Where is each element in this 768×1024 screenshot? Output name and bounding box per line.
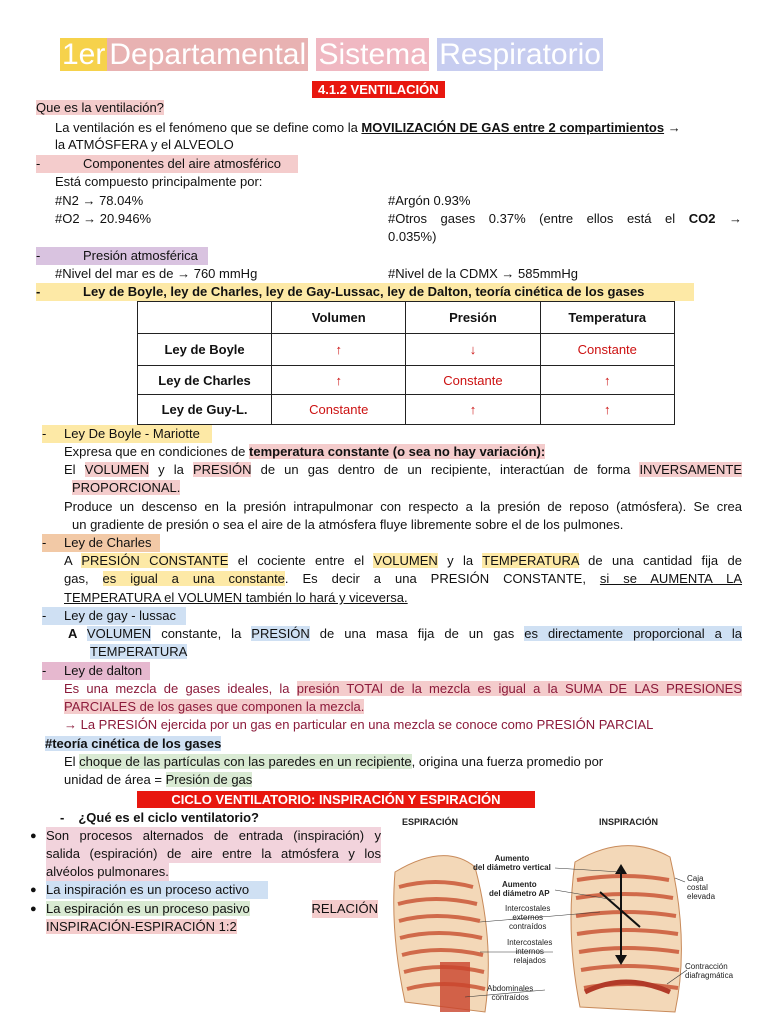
- gay-line-2: TEMPERATURA: [90, 644, 188, 659]
- table-row: Ley de Boyle ↑ ↓ Constante: [138, 334, 675, 366]
- boyle-line-4: Produce un descenso en la presión intrapulmonar con respecto a la presión de reposo (atmósfera). Se crea: [64, 499, 742, 514]
- componentes-otros-2: 0.035%): [388, 229, 437, 244]
- boyle-line-1: Expresa que en condiciones de temperatura constante (o sea no hay variación):: [64, 444, 546, 459]
- presion-mar: #Nivel del mar es de → 760 mmHg: [55, 266, 258, 281]
- figure-expiration-title: ESPIRACIÓN: [402, 817, 459, 827]
- table-header-presion: Presión: [406, 302, 540, 334]
- boyle-heading: - Ley De Boyle - Mariotte: [42, 425, 212, 443]
- ciclo-question: - ¿Qué es el ciclo ventilatorio?: [60, 810, 259, 825]
- respiration-diagram: [385, 812, 753, 1017]
- table-row: Ley de Charles ↑ Constante ↑: [138, 366, 675, 395]
- label-externos: Intercostales externos contraídos: [505, 904, 551, 931]
- cinetica-line-2: unidad de área = Presión de gas: [64, 772, 253, 787]
- charles-line-2: gas, es igual a una constante. Es decir a una PRESIÓN CONSTANTE, si se AUMENTA LA: [64, 571, 743, 586]
- dalton-line-3: → La PRESIÓN ejercida por un gas en particular en una mezcla se conoce como PRESIÓN PARCIAL: [64, 717, 654, 732]
- figure-inspiration-title: INSPIRACIÓN: [599, 817, 659, 827]
- definition-line-2: la ATMÓSFERA y el ALVEOLO: [55, 137, 234, 152]
- page-title: [60, 38, 603, 72]
- cinetica-line-1: El choque de las partículas con las paredes en un recipiente, origina una fuerza promedio por: [64, 754, 604, 769]
- section-heading-ventilacion: 4.1.2 VENTILACIÓN: [312, 81, 445, 98]
- cinetica-heading: #teoría cinética de los gases: [45, 736, 222, 751]
- label-vertical: Aumento del diámetro vertical: [473, 854, 551, 872]
- componentes-heading: - Componentes del aire atmosférico: [36, 155, 298, 173]
- thorax-illustration: [385, 812, 753, 1017]
- table-header-volumen: Volumen: [272, 302, 406, 334]
- title-part-3: Sistema: [318, 38, 427, 71]
- label-ap: Aumento del diámetro AP: [489, 880, 550, 898]
- gay-line-1: A VOLUMEN constante, la PRESIÓN de una masa fija de un gas es directamente proporcional a la: [68, 626, 742, 641]
- title-part-4: Respiratorio: [439, 38, 601, 71]
- leyes-heading: - Ley de Boyle, ley de Charles, ley de Gay-Lussac, ley de Dalton, teoría cinética de los gases: [36, 283, 694, 301]
- section-heading-ciclo: CICLO VENTILATORIO: INSPIRACIÓN Y ESPIRACIÓN: [137, 791, 535, 808]
- table-header-empty: [138, 302, 272, 334]
- dalton-line-1: Es una mezcla de gases ideales, la presión TOTAl de la mezcla es igual a la SUMA DE LAS PRESIONES: [64, 681, 742, 696]
- title-part-2: Departamental: [109, 38, 307, 71]
- componentes-intro: Está compuesto principalmente por:: [55, 174, 263, 189]
- dalton-heading: - Ley de dalton: [42, 662, 150, 680]
- label-caja: Caja costal elevada: [687, 874, 716, 901]
- charles-line-3: TEMPERATURA el VOLUMEN también lo hará y viceversa.: [64, 590, 408, 605]
- gay-heading: - Ley de gay - lussac: [42, 607, 186, 625]
- presion-cdmx: #Nivel de la CDMX → 585mmHg: [388, 266, 579, 281]
- presion-heading: - Presión atmosférica: [36, 247, 208, 265]
- boyle-line-2: El VOLUMEN y la PRESIÓN de un gas dentro de un recipiente, interactúan de forma INVERSAMENTE: [64, 462, 743, 477]
- question-ventilacion: Que es la ventilación?: [36, 100, 164, 115]
- label-abdominales: Abdominales contraídos: [487, 984, 534, 1002]
- componentes-argon: #Argón 0.93%: [388, 193, 471, 208]
- componentes-n2: #N2 → 78.04%: [55, 193, 144, 208]
- title-part-1: 1er: [62, 38, 106, 71]
- boyle-line-5: un gradiente de presión o sea el aire de la atmósfera fluye libremente sobre el de los pulmones.: [72, 517, 624, 532]
- list-item: Son procesos alternados de entrada (inspiración) y salida (espiración) de aire entre la atmósfera y los alvéolos pulmonares.: [46, 828, 381, 879]
- definition-line-1: La ventilación es el fenómeno que se define como la MOVILIZACIÓN DE GAS entre 2 compartimientos →: [55, 120, 681, 135]
- dalton-line-2: PARCIALES de los gases que componen la mezcla.: [64, 699, 365, 714]
- gas-laws-table: [137, 301, 675, 425]
- label-internos: Intercostales internos relajados: [507, 938, 553, 965]
- list-item-cont: INSPIRACIÓN-ESPIRACIÓN 1:2: [46, 919, 237, 934]
- charles-line-1: A PRESIÓN CONSTANTE el cociente entre el VOLUMEN y la TEMPERATURA de una cantidad fija de: [64, 553, 742, 568]
- boyle-line-3: PROPORCIONAL.: [72, 480, 181, 495]
- table-header-temperatura: Temperatura: [540, 302, 674, 334]
- label-diafragma: Contracción diafragmática: [685, 962, 734, 980]
- table-row: Ley de Guy-L. Constante ↑ ↑: [138, 395, 675, 425]
- expiration-thorax: [394, 856, 489, 1012]
- componentes-otros: #Otros gases 0.37% (entre ellos está el CO2 →: [388, 211, 742, 226]
- inspiration-thorax: [571, 846, 681, 1012]
- charles-heading: - Ley de Charles: [42, 534, 160, 552]
- componentes-o2: #O2 → 20.946%: [55, 211, 152, 226]
- list-item: La espiración es un proceso pasivo RELACIÓN: [46, 901, 378, 916]
- list-item: La inspiración es un proceso activo: [46, 881, 268, 899]
